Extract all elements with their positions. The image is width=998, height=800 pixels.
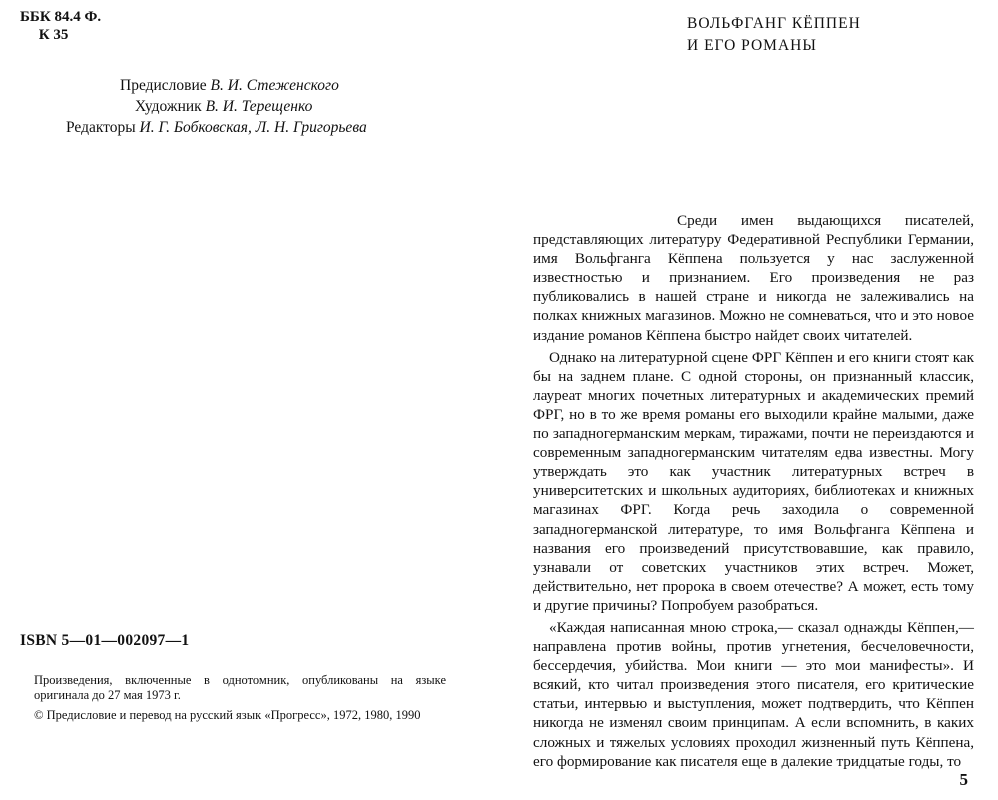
paragraph: «Каждая написанная мною строка,— сказал однажды Кёппен,— направлена против войны, против угнетения, бесчеловечности, бессердечия, убийства. Мои книги — это мои манифесты». И всякий, кто читал произведения этого писателя, его критические статьи, интервью и выступления, может подтвердить, что Кёппен никогда не изменял своим принципам. А если вспомнить, в каких сложных и тяжелых условиях проходил жизненный путь Кёппена, его формирование как писателя еще в далекие тридцатые годы, то — [533, 618, 974, 770]
credit-names: В. И. Терещенко — [205, 98, 313, 115]
credit-foreword — [120, 76, 339, 96]
credit-role: Редакторы — [66, 119, 136, 136]
body-text — [533, 211, 974, 774]
chapter-title-line: ВОЛЬФГАНГ КЁППЕН — [687, 15, 861, 32]
bbk-line: ББК 84.4 Ф. — [20, 9, 102, 25]
copyright-note: © Предисловие и перевод на русский язык «Прогресс», 1972, 1980, 1990 — [34, 708, 421, 722]
chapter-title-line: И ЕГО РОМАНЫ — [687, 37, 817, 54]
credit-role: Художник — [135, 98, 202, 115]
credit-names: В. И. Стеженского — [210, 77, 339, 94]
isbn: ISBN 5—01—002097—1 — [20, 632, 190, 649]
credit-editors — [66, 118, 367, 138]
chapter-title — [687, 13, 861, 57]
imprint-note: Произведения, включенные в однотомник, опубликованы на языке оригинала до 27 мая 1973 г. — [34, 673, 446, 702]
credit-names: И. Г. Бобковская, Л. Н. Григорьева — [139, 119, 367, 136]
paragraph: Однако на литературной сцене ФРГ Кёппен и его книги стоят как бы на заднем плане. С одной стороны, он признанный классик, лауреат многих почетных литературных и академических премий ФРГ, но в то же время романы его выходили крайне малыми, даже по западногерманским меркам, тиражами, почти не переиздаются и современным западногерманским читателям едва известны. Могу утверждать это как участник литературных встреч в университетских и школьных аудиториях, библиотеках и книжных магазинах ФРГ. Когда речь заходила о современной западногерманской литературе, то имя Вольфганга Кёппена и названия его произведений присутствовавшие, как правило, узнавали от советских участников этих встреч. Может, действительно, нет пророка в своем отечестве? А может, есть тому и другие причины? Попробуем разобраться. — [533, 348, 974, 614]
bbk-line: К 35 — [20, 27, 69, 43]
credit-artist — [135, 97, 312, 117]
bbk-classification — [20, 8, 101, 44]
credit-role: Предисловие — [120, 77, 207, 94]
right-page — [499, 0, 998, 800]
paragraph: Среди имен выдающихся писателей, представляющих литературу Федеративной Республики Германии, имя Вольфганга Кёппена пользуется у нас заслуженной известностью и признанием. Его произведения не раз публиковались в нашей стране и никогда не залеживались на полках книжных магазинов. Можно не сомневаться, что и это новое издание романов Кёппена быстро найдет своих читателей. — [533, 212, 974, 344]
page-number: 5 — [959, 770, 968, 789]
